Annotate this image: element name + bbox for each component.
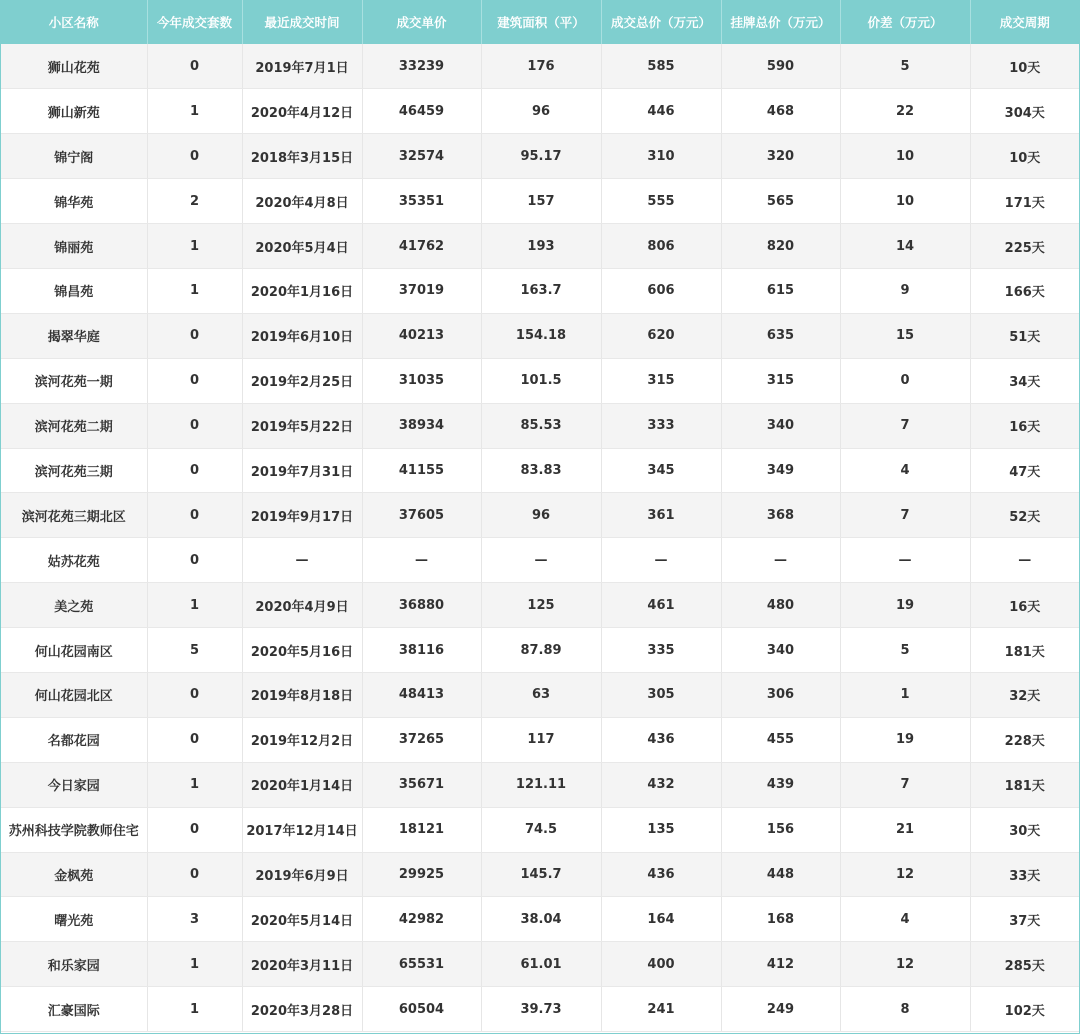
table-row <box>1 538 1079 583</box>
latest-deal-date-cell: 2020年3月11日 <box>242 942 362 987</box>
community-name-cell: 苏州科技学院教师住宅 <box>1 807 147 852</box>
floor-area-cell: 61.01 <box>481 942 601 987</box>
deal-total-price-cell: 345 <box>601 448 721 493</box>
header-latest-deal-date: 最近成交时间 <box>242 0 362 44</box>
unit-price-cell: 37019 <box>362 268 481 313</box>
price-difference-cell: 12 <box>840 942 970 987</box>
price-difference-cell: 7 <box>840 762 970 807</box>
housing-transaction-table <box>1 0 1079 1032</box>
table-row <box>1 762 1079 807</box>
header-row <box>1 0 1079 44</box>
deals-this-year-cell: 0 <box>147 358 242 403</box>
latest-deal-date-cell: 2020年4月8日 <box>242 179 362 224</box>
listing-total-price-cell: 448 <box>721 852 840 897</box>
price-difference-cell: 15 <box>840 313 970 358</box>
unit-price-cell: 41762 <box>362 224 481 269</box>
header-price-difference: 价差（万元） <box>840 0 970 44</box>
price-difference-cell: 5 <box>840 628 970 673</box>
deal-total-price-cell: 806 <box>601 224 721 269</box>
deal-total-price-cell: 446 <box>601 89 721 134</box>
price-difference-cell: 14 <box>840 224 970 269</box>
deal-total-price-cell: 620 <box>601 313 721 358</box>
deals-this-year-cell: 3 <box>147 897 242 942</box>
deal-total-price-cell: 361 <box>601 493 721 538</box>
listing-total-price-cell: 412 <box>721 942 840 987</box>
deals-this-year-cell: 1 <box>147 268 242 313</box>
unit-price-cell: 40213 <box>362 313 481 358</box>
listing-total-price-cell: 306 <box>721 672 840 717</box>
floor-area-cell: 101.5 <box>481 358 601 403</box>
unit-price-cell: 29925 <box>362 852 481 897</box>
floor-area-cell: — <box>481 538 601 583</box>
latest-deal-date-cell: 2020年4月12日 <box>242 89 362 134</box>
floor-area-cell: 125 <box>481 583 601 628</box>
unit-price-cell: 38934 <box>362 403 481 448</box>
deal-total-price-cell: 333 <box>601 403 721 448</box>
listing-total-price-cell: 615 <box>721 268 840 313</box>
deal-cycle-cell: 10天 <box>970 44 1079 89</box>
listing-total-price-cell: 480 <box>721 583 840 628</box>
listing-total-price-cell: 820 <box>721 224 840 269</box>
price-difference-cell: 7 <box>840 493 970 538</box>
table-row <box>1 717 1079 762</box>
latest-deal-date-cell: 2019年6月9日 <box>242 852 362 897</box>
floor-area-cell: 121.11 <box>481 762 601 807</box>
deal-cycle-cell: 10天 <box>970 134 1079 179</box>
community-name-cell: 狮山花苑 <box>1 44 147 89</box>
latest-deal-date-cell: 2018年3月15日 <box>242 134 362 179</box>
price-difference-cell: 1 <box>840 672 970 717</box>
floor-area-cell: 39.73 <box>481 987 601 1032</box>
table-row <box>1 89 1079 134</box>
deal-total-price-cell: 436 <box>601 717 721 762</box>
unit-price-cell: 37605 <box>362 493 481 538</box>
deal-total-price-cell: 164 <box>601 897 721 942</box>
deals-this-year-cell: 0 <box>147 313 242 358</box>
listing-total-price-cell: 340 <box>721 628 840 673</box>
unit-price-cell: 35671 <box>362 762 481 807</box>
deal-cycle-cell: 37天 <box>970 897 1079 942</box>
price-difference-cell: 4 <box>840 448 970 493</box>
deal-total-price-cell: 461 <box>601 583 721 628</box>
floor-area-cell: 145.7 <box>481 852 601 897</box>
deal-total-price-cell: 432 <box>601 762 721 807</box>
deal-total-price-cell: 400 <box>601 942 721 987</box>
price-difference-cell: 0 <box>840 358 970 403</box>
deals-this-year-cell: 1 <box>147 942 242 987</box>
price-difference-cell: 21 <box>840 807 970 852</box>
deals-this-year-cell: 1 <box>147 762 242 807</box>
header-deal-total-price: 成交总价（万元） <box>601 0 721 44</box>
latest-deal-date-cell: 2020年3月28日 <box>242 987 362 1032</box>
deals-this-year-cell: 0 <box>147 493 242 538</box>
price-difference-cell: 5 <box>840 44 970 89</box>
deals-this-year-cell: 0 <box>147 672 242 717</box>
deal-total-price-cell: 310 <box>601 134 721 179</box>
deal-cycle-cell: 225天 <box>970 224 1079 269</box>
price-difference-cell: 19 <box>840 717 970 762</box>
deal-cycle-cell: 47天 <box>970 448 1079 493</box>
community-name-cell: 滨河花苑一期 <box>1 358 147 403</box>
price-difference-cell: 12 <box>840 852 970 897</box>
deal-total-price-cell: 606 <box>601 268 721 313</box>
table-row <box>1 448 1079 493</box>
latest-deal-date-cell: 2019年2月25日 <box>242 358 362 403</box>
deal-cycle-cell: 181天 <box>970 762 1079 807</box>
table-header <box>1 0 1079 44</box>
deal-total-price-cell: 555 <box>601 179 721 224</box>
community-name-cell: 滨河花苑二期 <box>1 403 147 448</box>
deals-this-year-cell: 0 <box>147 538 242 583</box>
listing-total-price-cell: 439 <box>721 762 840 807</box>
deal-cycle-cell: 304天 <box>970 89 1079 134</box>
table-row <box>1 179 1079 224</box>
floor-area-cell: 96 <box>481 493 601 538</box>
listing-total-price-cell: 156 <box>721 807 840 852</box>
deals-this-year-cell: 0 <box>147 807 242 852</box>
deals-this-year-cell: 0 <box>147 134 242 179</box>
community-name-cell: 狮山新苑 <box>1 89 147 134</box>
table-row <box>1 313 1079 358</box>
floor-area-cell: 95.17 <box>481 134 601 179</box>
unit-price-cell: 31035 <box>362 358 481 403</box>
community-name-cell: 曙光苑 <box>1 897 147 942</box>
latest-deal-date-cell: 2020年5月4日 <box>242 224 362 269</box>
unit-price-cell: — <box>362 538 481 583</box>
deals-this-year-cell: 0 <box>147 403 242 448</box>
table-row <box>1 224 1079 269</box>
floor-area-cell: 157 <box>481 179 601 224</box>
table-row <box>1 268 1079 313</box>
community-name-cell: 今日家园 <box>1 762 147 807</box>
deal-cycle-cell: 30天 <box>970 807 1079 852</box>
community-name-cell: 滨河花苑三期 <box>1 448 147 493</box>
unit-price-cell: 41155 <box>362 448 481 493</box>
floor-area-cell: 176 <box>481 44 601 89</box>
latest-deal-date-cell: 2019年8月18日 <box>242 672 362 717</box>
unit-price-cell: 46459 <box>362 89 481 134</box>
latest-deal-date-cell: 2019年7月31日 <box>242 448 362 493</box>
community-name-cell: 何山花园北区 <box>1 672 147 717</box>
floor-area-cell: 74.5 <box>481 807 601 852</box>
floor-area-cell: 96 <box>481 89 601 134</box>
deal-cycle-cell: 16天 <box>970 583 1079 628</box>
latest-deal-date-cell: 2020年5月14日 <box>242 897 362 942</box>
table-row <box>1 583 1079 628</box>
listing-total-price-cell: 249 <box>721 987 840 1032</box>
latest-deal-date-cell: 2019年5月22日 <box>242 403 362 448</box>
deal-cycle-cell: 102天 <box>970 987 1079 1032</box>
unit-price-cell: 35351 <box>362 179 481 224</box>
table-row <box>1 807 1079 852</box>
floor-area-cell: 154.18 <box>481 313 601 358</box>
floor-area-cell: 63 <box>481 672 601 717</box>
listing-total-price-cell: 349 <box>721 448 840 493</box>
community-name-cell: 锦昌苑 <box>1 268 147 313</box>
header-community-name: 小区名称 <box>1 0 147 44</box>
unit-price-cell: 32574 <box>362 134 481 179</box>
deal-cycle-cell: 51天 <box>970 313 1079 358</box>
community-name-cell: 美之苑 <box>1 583 147 628</box>
listing-total-price-cell: 320 <box>721 134 840 179</box>
deal-cycle-cell: 52天 <box>970 493 1079 538</box>
community-name-cell: 姑苏花苑 <box>1 538 147 583</box>
unit-price-cell: 42982 <box>362 897 481 942</box>
floor-area-cell: 85.53 <box>481 403 601 448</box>
community-name-cell: 锦华苑 <box>1 179 147 224</box>
community-name-cell: 名都花园 <box>1 717 147 762</box>
table-body <box>1 44 1079 1032</box>
latest-deal-date-cell: 2020年5月16日 <box>242 628 362 673</box>
listing-total-price-cell: 340 <box>721 403 840 448</box>
community-name-cell: 汇豪国际 <box>1 987 147 1032</box>
table-row <box>1 134 1079 179</box>
latest-deal-date-cell: 2019年9月17日 <box>242 493 362 538</box>
price-difference-cell: 22 <box>840 89 970 134</box>
latest-deal-date-cell: 2019年7月1日 <box>242 44 362 89</box>
header-deals-this-year: 今年成交套数 <box>147 0 242 44</box>
deal-cycle-cell: 32天 <box>970 672 1079 717</box>
deals-this-year-cell: 1 <box>147 224 242 269</box>
unit-price-cell: 65531 <box>362 942 481 987</box>
deal-cycle-cell: 16天 <box>970 403 1079 448</box>
floor-area-cell: 87.89 <box>481 628 601 673</box>
listing-total-price-cell: 168 <box>721 897 840 942</box>
floor-area-cell: 83.83 <box>481 448 601 493</box>
unit-price-cell: 33239 <box>362 44 481 89</box>
deal-total-price-cell: 335 <box>601 628 721 673</box>
deal-cycle-cell: 228天 <box>970 717 1079 762</box>
table-row <box>1 628 1079 673</box>
unit-price-cell: 36880 <box>362 583 481 628</box>
listing-total-price-cell: 468 <box>721 89 840 134</box>
deals-this-year-cell: 0 <box>147 448 242 493</box>
table-row <box>1 897 1079 942</box>
unit-price-cell: 48413 <box>362 672 481 717</box>
deal-cycle-cell: 171天 <box>970 179 1079 224</box>
floor-area-cell: 163.7 <box>481 268 601 313</box>
community-name-cell: 和乐家园 <box>1 942 147 987</box>
deal-total-price-cell: 135 <box>601 807 721 852</box>
price-difference-cell: 19 <box>840 583 970 628</box>
deal-cycle-cell: — <box>970 538 1079 583</box>
table-row <box>1 403 1079 448</box>
listing-total-price-cell: 455 <box>721 717 840 762</box>
deals-this-year-cell: 1 <box>147 583 242 628</box>
deals-this-year-cell: 1 <box>147 987 242 1032</box>
floor-area-cell: 193 <box>481 224 601 269</box>
table-row <box>1 942 1079 987</box>
floor-area-cell: 117 <box>481 717 601 762</box>
deal-total-price-cell: 241 <box>601 987 721 1032</box>
unit-price-cell: 18121 <box>362 807 481 852</box>
listing-total-price-cell: 315 <box>721 358 840 403</box>
price-difference-cell: 8 <box>840 987 970 1032</box>
deals-this-year-cell: 0 <box>147 44 242 89</box>
price-difference-cell: 10 <box>840 179 970 224</box>
price-difference-cell: — <box>840 538 970 583</box>
listing-total-price-cell: 590 <box>721 44 840 89</box>
latest-deal-date-cell: — <box>242 538 362 583</box>
deals-this-year-cell: 5 <box>147 628 242 673</box>
listing-total-price-cell: 565 <box>721 179 840 224</box>
community-name-cell: 锦丽苑 <box>1 224 147 269</box>
listing-total-price-cell: 368 <box>721 493 840 538</box>
unit-price-cell: 37265 <box>362 717 481 762</box>
latest-deal-date-cell: 2017年12月14日 <box>242 807 362 852</box>
community-name-cell: 锦宁阁 <box>1 134 147 179</box>
deal-cycle-cell: 285天 <box>970 942 1079 987</box>
latest-deal-date-cell: 2020年1月14日 <box>242 762 362 807</box>
deal-cycle-cell: 166天 <box>970 268 1079 313</box>
table-row <box>1 493 1079 538</box>
listing-total-price-cell: 635 <box>721 313 840 358</box>
price-difference-cell: 7 <box>840 403 970 448</box>
community-name-cell: 滨河花苑三期北区 <box>1 493 147 538</box>
table-row <box>1 672 1079 717</box>
deals-this-year-cell: 0 <box>147 852 242 897</box>
floor-area-cell: 38.04 <box>481 897 601 942</box>
listing-total-price-cell: — <box>721 538 840 583</box>
latest-deal-date-cell: 2019年6月10日 <box>242 313 362 358</box>
deal-cycle-cell: 33天 <box>970 852 1079 897</box>
deals-this-year-cell: 0 <box>147 717 242 762</box>
price-difference-cell: 10 <box>840 134 970 179</box>
unit-price-cell: 38116 <box>362 628 481 673</box>
price-difference-cell: 4 <box>840 897 970 942</box>
unit-price-cell: 60504 <box>362 987 481 1032</box>
deal-total-price-cell: 585 <box>601 44 721 89</box>
deal-total-price-cell: 305 <box>601 672 721 717</box>
table-row <box>1 987 1079 1032</box>
price-difference-cell: 9 <box>840 268 970 313</box>
header-floor-area: 建筑面积（平） <box>481 0 601 44</box>
deal-total-price-cell: 315 <box>601 358 721 403</box>
table-row <box>1 852 1079 897</box>
community-name-cell: 揭翠华庭 <box>1 313 147 358</box>
deal-total-price-cell: 436 <box>601 852 721 897</box>
table-row <box>1 358 1079 403</box>
deal-total-price-cell: — <box>601 538 721 583</box>
latest-deal-date-cell: 2020年1月16日 <box>242 268 362 313</box>
latest-deal-date-cell: 2020年4月9日 <box>242 583 362 628</box>
deals-this-year-cell: 1 <box>147 89 242 134</box>
deal-cycle-cell: 181天 <box>970 628 1079 673</box>
latest-deal-date-cell: 2019年12月2日 <box>242 717 362 762</box>
header-unit-price: 成交单价 <box>362 0 481 44</box>
deals-this-year-cell: 2 <box>147 179 242 224</box>
community-name-cell: 何山花园南区 <box>1 628 147 673</box>
deal-cycle-cell: 34天 <box>970 358 1079 403</box>
community-name-cell: 金枫苑 <box>1 852 147 897</box>
table-row <box>1 44 1079 89</box>
header-deal-cycle: 成交周期 <box>970 0 1079 44</box>
header-listing-total-price: 挂牌总价（万元） <box>721 0 840 44</box>
